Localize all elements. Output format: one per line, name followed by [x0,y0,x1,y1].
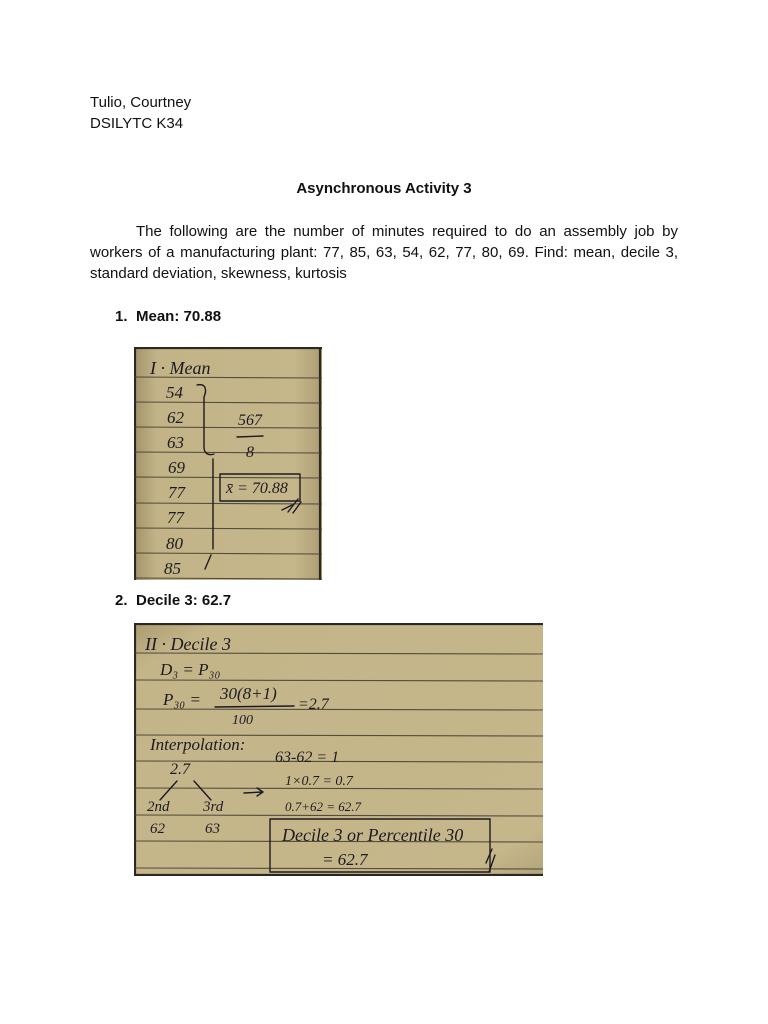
interpolation-step-1: 63-62 = 1 [275,749,340,766]
interpolation-step-3: 0.7+62 = 62.7 [285,799,362,814]
paper-shading [134,347,322,580]
item-number: 1. [115,308,128,325]
mean-heading: I · Mean [150,358,211,378]
p30-result: =2.7 [298,696,329,713]
answer-item-mean [115,306,221,327]
left-value: 62 [150,821,165,837]
right-rank: 3rd [203,799,224,815]
decile-percentile-relation: D₃ = P₃₀ [160,660,221,679]
fraction-bar [215,706,294,707]
left-rank: 2nd [147,799,170,815]
mean-value: 77 [168,483,185,502]
course-section: DSILYTC K34 [90,115,184,132]
position-value: 2.7 [170,761,190,778]
p30-numerator: 30(8+1) [220,684,277,703]
interpolation-step-2: 1×0.7 = 0.7 [285,774,353,789]
p30-denominator: 100 [232,713,253,728]
mean-value: 62 [167,408,184,427]
mean-value: 85 [164,559,181,578]
decile-notes-image [134,623,543,876]
answer-line-2: = 62.7 [322,850,368,869]
problem-statement: The following are the number of minutes required to do an assembly job by workers of a manufacturing plant: 77, 85, 63, 54, 62, 77, 80, 69. Find: mean, decile 3, standard deviation, skewness, kurtosis [90,223,678,282]
mean-value: 69 [168,458,185,477]
mean-value: 63 [167,433,184,452]
item-label: Decile 3: 62.7 [136,592,232,609]
mean-notes-image [134,347,322,580]
p30-label: P₃₀ = [163,690,201,709]
mean-value: 77 [167,508,184,527]
decile-heading: II · Decile 3 [145,634,231,654]
interpolation-label: Interpolation: [150,735,246,754]
document-title: Asynchronous Activity 3 [296,180,472,197]
mean-result: x̄ = 70.88 [226,480,288,497]
mean-value: 54 [166,383,183,402]
student-name: Tulio, Courtney [90,94,192,111]
mean-value: 80 [166,534,183,553]
answer-item-decile [115,590,231,611]
sum-numerator: 567 [238,412,262,429]
count-denominator: 8 [246,444,254,461]
item-number: 2. [115,592,128,609]
right-value: 63 [205,821,220,837]
item-label: Mean: 70.88 [136,308,222,325]
fraction-bar [237,436,263,437]
answer-line-1: Decile 3 or Percentile 30 [282,825,464,845]
